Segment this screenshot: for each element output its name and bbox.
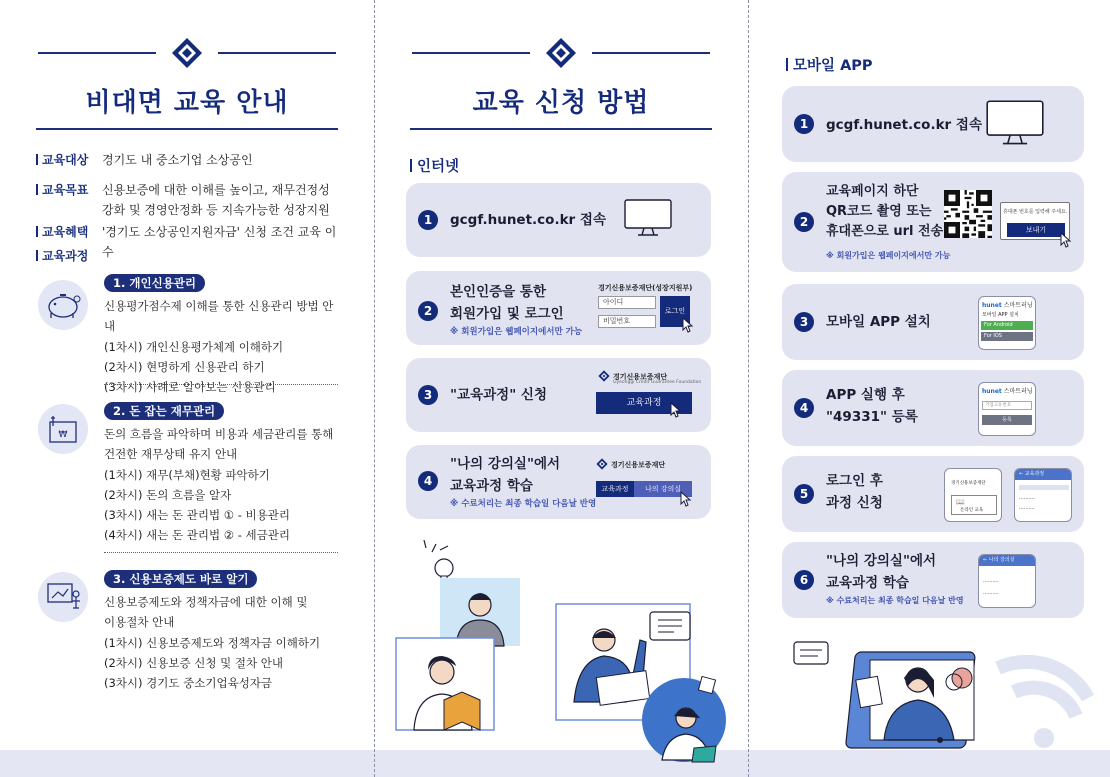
app-step-6 — [782, 542, 1084, 618]
app-step-2 — [782, 172, 1084, 272]
section-separator — [104, 552, 338, 553]
app-brand-sub: 스마트러닝 — [1003, 388, 1033, 395]
step-line: 과정 신청 — [826, 495, 883, 511]
info-label: 교육과정 — [42, 249, 89, 263]
app-step-3 — [782, 284, 1084, 360]
classroom-header: 나의 강의실 — [988, 557, 1015, 563]
course-menu-button: 교육과정 — [596, 392, 692, 414]
info-value: 신용보증에 대한 이해를 높이고, 재무건정성 강화 및 경영안정화 등 지속가능한 성장지원 — [102, 183, 330, 217]
cursor-icon — [670, 402, 684, 418]
step-line: 로그인 후 — [826, 473, 883, 489]
title-underline — [410, 128, 712, 130]
step-line: 교육과정 학습 — [826, 575, 909, 591]
rule-right — [592, 52, 710, 54]
course-1 — [36, 274, 338, 395]
list-item: ·········· — [983, 579, 999, 585]
course-line: 돈의 흐름을 파악하며 비용과 세금관리를 통해 — [104, 427, 334, 441]
app-brand-sub: 스마트러닝 — [1003, 302, 1033, 309]
step-line: 모바일 APP 설치 — [826, 314, 931, 330]
step-line: 본인인증을 통한 — [450, 284, 546, 300]
app-step-1 — [782, 86, 1084, 162]
course-header-bar: ← 교육과정 — [1015, 469, 1072, 480]
course-list-bar — [1019, 485, 1069, 490]
info-label: 교육목표 — [42, 183, 89, 197]
app-step-4 — [782, 370, 1084, 446]
foundation-logo — [598, 370, 701, 385]
course-line: (2차시) 신용보증 신청 및 절차 안내 — [104, 655, 283, 670]
web-step-4 — [406, 445, 711, 519]
info-target — [36, 150, 338, 170]
foundation-logo-icon — [171, 37, 203, 69]
section-label: 인터넷 — [417, 159, 460, 175]
info-value: '경기도 소상공인지원자금' 신청 조건 교육 이수 — [102, 225, 337, 259]
course-line: (2차시) 돈의 흐름을 알자 — [104, 487, 232, 502]
course-line: 신용보증제도와 정책자금에 대한 이해 및 — [104, 595, 308, 609]
step-line: "나의 강의실"에서 — [826, 553, 937, 569]
section-internet — [410, 155, 459, 176]
step-text — [826, 470, 883, 514]
step-text — [826, 550, 936, 594]
step-line: 휴대폰으로 url 전송 — [826, 224, 944, 239]
step-text — [450, 453, 560, 497]
step-line: QR코드 촬영 또는 — [826, 204, 932, 219]
course-lines — [104, 592, 340, 693]
column-divider — [748, 0, 749, 777]
step-line: "교육과정" 신청 — [450, 387, 548, 403]
step-number: 6 — [794, 570, 814, 590]
tablet-learning-illustration — [788, 628, 1098, 750]
step-text — [450, 281, 564, 325]
step-number: 5 — [794, 484, 814, 504]
finance-icon — [38, 404, 88, 454]
column-divider — [374, 0, 375, 777]
course-line: (4차시) 새는 돈 관리법 ② - 세금관리 — [104, 528, 290, 543]
foundation-sub: Gyeonggi Credit Guarantee Foundation — [613, 380, 702, 385]
online-education-label: 온라인 교육 — [960, 508, 984, 513]
classroom-header-bar: ← 나의 강의실 — [979, 555, 1036, 566]
course-line: 신용평가점수제 이해를 통한 신용관리 방법 안내 — [104, 299, 334, 334]
step-text — [826, 311, 931, 333]
login-header: 경기신용보증재단(성장지원부) — [598, 284, 693, 292]
step-line: APP 실행 후 — [826, 387, 905, 403]
step-text — [826, 384, 918, 428]
course-2 — [36, 402, 338, 552]
list-item: ·········· — [1019, 496, 1035, 502]
app-org-screen — [944, 468, 1002, 522]
step-note: ※ 수료처리는 최종 학습일 다음날 반영 — [450, 499, 597, 509]
send-button: 보내기 — [1007, 223, 1065, 237]
step-number: 3 — [418, 385, 438, 405]
step-note: ※ 수료처리는 최종 학습일 다음날 반영 — [826, 596, 964, 605]
step-number: 1 — [418, 210, 438, 230]
course-title: 2. 돈 잡는 재무관리 — [104, 402, 224, 420]
register-button: 등록 — [982, 415, 1032, 425]
list-item: ·········· — [1019, 506, 1035, 512]
info-goal — [36, 180, 338, 220]
foundation-name: 경기신용보증재단 — [613, 373, 668, 381]
course-line: (3차시) 경기도 중소기업육성자금 — [104, 676, 273, 691]
section-separator — [104, 384, 338, 385]
step-number: 2 — [418, 301, 438, 321]
course-line: (2차시) 현명하게 신용관리 하기 — [104, 359, 265, 374]
presentation-icon — [38, 572, 88, 622]
cursor-icon — [682, 317, 696, 333]
info-label: 교육혜택 — [42, 225, 89, 239]
android-button: For Android — [981, 321, 1033, 330]
info-value: 경기도 내 중소기업 소상공인 — [102, 153, 253, 167]
course-line: (3차시) 사례로 알아보는 신용관리 — [104, 380, 276, 395]
list-item: ·········· — [983, 591, 999, 597]
course-header: 교육과정 — [1024, 471, 1045, 477]
step-number: 3 — [794, 312, 814, 332]
step-line: "49331" 등록 — [826, 409, 918, 425]
step-line: "나의 강의실"에서 — [450, 456, 561, 472]
app-register-screen — [978, 382, 1036, 436]
ios-button: For IOS — [981, 332, 1033, 341]
app-install-screen — [978, 296, 1036, 350]
course-line: 이용절차 안내 — [104, 615, 175, 630]
web-step-2 — [406, 271, 711, 345]
app-brand: hunet — [982, 388, 1002, 395]
step-text — [450, 209, 606, 231]
title-underline — [36, 128, 338, 130]
course-title: 1. 개인신용관리 — [104, 274, 205, 292]
course-line: (1차시) 개인신용평가체계 이해하기 — [104, 339, 284, 354]
book-icon: 📖 — [956, 498, 965, 506]
web-step-3 — [406, 358, 711, 432]
step-number: 2 — [794, 212, 814, 232]
tab-my-classroom: 나의 강의실 — [634, 481, 692, 497]
cursor-icon — [680, 491, 694, 507]
page-title: 교육 신청 방법 — [472, 88, 650, 118]
svg-text:₩: ₩ — [58, 430, 68, 440]
monitor-icon — [624, 199, 672, 237]
page-title: 비대면 교육 안내 — [85, 88, 289, 118]
step-number: 1 — [794, 114, 814, 134]
course-title: 3. 신용보증제도 바로 알기 — [104, 570, 257, 588]
rule-left — [38, 52, 156, 54]
org-name: 경기신용보증재단 — [951, 481, 986, 486]
qr-code-icon — [944, 190, 992, 238]
step-line: gcgf.hunet.co.kr 접속 — [450, 212, 606, 228]
course-line: (3차시) 새는 돈 관리법 ① - 비용관리 — [104, 508, 290, 523]
app-install-title: 모바일 APP 설치 — [982, 312, 1019, 318]
app-course-screen — [1014, 468, 1072, 522]
rule-left — [412, 52, 530, 54]
course-line: 건전한 재무상태 유지 안내 — [104, 447, 238, 462]
company-code-field: 기업고유번호 — [982, 401, 1032, 410]
piggy-bank-icon — [38, 280, 88, 330]
step-note: ※ 회원가입은 웹페이지에서만 가능 — [450, 327, 583, 337]
course-3 — [36, 570, 338, 700]
step-number: 4 — [794, 398, 814, 418]
monitor-icon — [986, 100, 1044, 146]
step-line: gcgf.hunet.co.kr 접속 — [826, 117, 982, 133]
step-text — [826, 182, 943, 242]
phone-prompt: 휴대폰 번호를 입력해 주세요. — [1003, 209, 1068, 215]
step-line: 교육과정 학습 — [450, 478, 533, 494]
course-line: (1차시) 재무(부채)현황 파악하기 — [104, 467, 270, 482]
cursor-icon — [1060, 232, 1074, 248]
foundation-logo-icon — [598, 370, 610, 382]
course-lines — [104, 296, 340, 397]
login-form-illustration — [598, 283, 698, 333]
step-note: ※ 회원가입은 웹페이지에서만 가능 — [826, 251, 951, 260]
step-text — [826, 114, 982, 136]
section-mobile-app — [786, 54, 873, 75]
app-brand: hunet — [982, 302, 1002, 309]
step-line: 회원가입 및 로그인 — [450, 306, 564, 322]
course-line: (1차시) 신용보증제도와 정책자금 이해하기 — [104, 635, 321, 650]
login-button: 로그인 — [660, 296, 690, 327]
step-line: 교육페이지 하단 — [826, 184, 919, 199]
foundation-logo — [596, 458, 665, 470]
tab-course: 교육과정 — [596, 481, 634, 497]
app-classroom-screen — [978, 554, 1036, 608]
foundation-logo-icon — [596, 458, 608, 470]
app-step-5 — [782, 456, 1084, 532]
foundation-logo-icon — [545, 37, 577, 69]
section-label: 모바일 APP — [793, 58, 873, 74]
web-step-1 — [406, 183, 711, 257]
step-text — [450, 384, 547, 406]
login-pw-field: 비밀번호 — [598, 315, 656, 328]
nav-tabs-illustration — [596, 481, 692, 497]
step-number: 4 — [418, 471, 438, 491]
info-label: 교육대상 — [42, 153, 89, 167]
course-lines — [104, 424, 340, 546]
foundation-name: 경기신용보증재단 — [611, 461, 666, 469]
rule-right — [218, 52, 336, 54]
login-id-field: 아이디 — [598, 296, 656, 309]
info-course-label — [36, 246, 338, 266]
learners-illustration — [394, 540, 744, 765]
